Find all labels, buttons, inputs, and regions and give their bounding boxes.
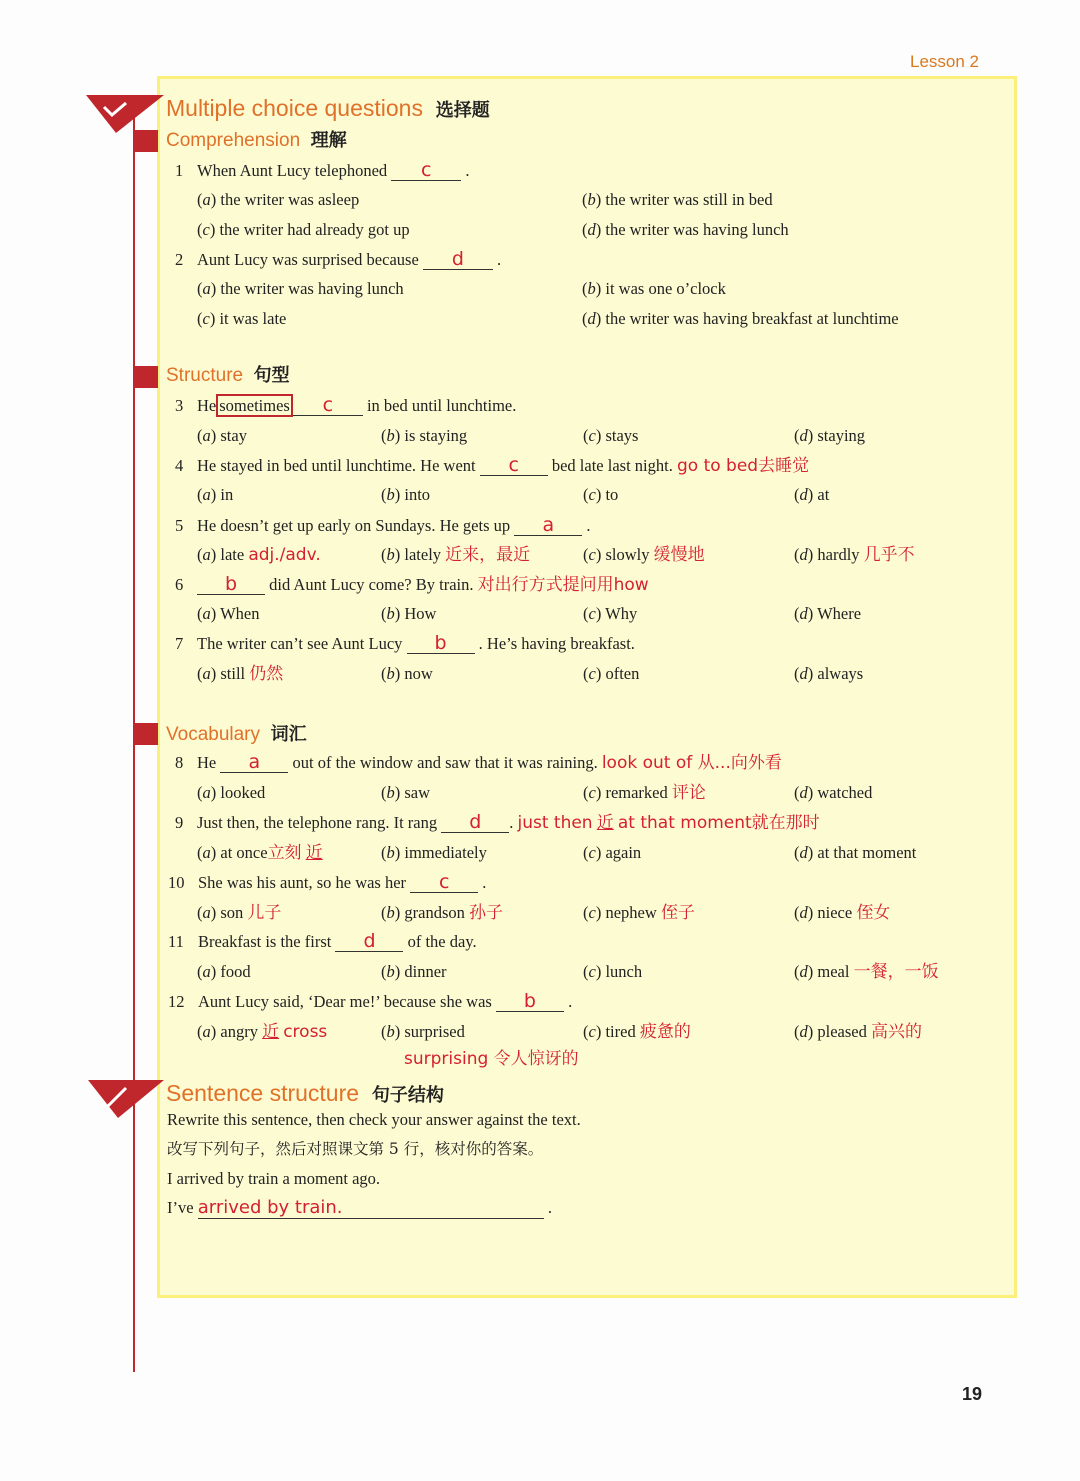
q6-option-c: (c) Why	[583, 604, 638, 623]
q9-option-c: (c) again	[583, 843, 642, 862]
q12-option-d: (d) pleased 高兴的	[794, 1022, 922, 1042]
question-4: 4 He stayed in bed until lunchtime. He went c bed late last night. go to bed去睡觉	[175, 454, 810, 476]
question-11: 11 Breakfast is the first d of the day.	[168, 930, 477, 952]
section-marker-structure	[134, 366, 158, 388]
q2-option-c: (c) it was late	[197, 309, 287, 328]
q5-option-b: (b) lately 近来，最近	[381, 545, 531, 565]
q6-option-a: (a) When	[197, 604, 260, 623]
q8-option-a: (a) looked	[197, 783, 266, 802]
rewrite-line: I’ve arrived by train. .	[167, 1197, 552, 1218]
question-9: 9 Just then, the telephone rang. It rang d . just then 近 at that moment就在那时	[175, 811, 820, 833]
question-6: 6 b did Aunt Lucy come? By train. 对出行方式提问用how	[175, 573, 649, 595]
q6-option-b: (b) How	[381, 604, 437, 623]
q5-option-a: (a) late adj./adv.	[197, 545, 321, 565]
q3-option-d: (d) staying	[794, 426, 866, 445]
q4-option-c: (c) to	[583, 485, 619, 504]
q10-option-b: (b) grandson 孙子	[381, 903, 503, 923]
q7-option-a: (a) still 仍然	[197, 664, 284, 684]
q1-option-c: (c) the writer had already got up	[197, 220, 410, 239]
question-5: 5 He doesn’t get up early on Sundays. He gets up a .	[175, 514, 591, 536]
rewrite-answer: arrived by train.	[198, 1198, 544, 1219]
section-title-mc: Multiple choice questions 选择题	[166, 95, 490, 121]
q7-option-b: (b) now	[381, 664, 433, 683]
q1-option-b: (b) the writer was still in bed	[582, 190, 773, 209]
q8-option-d: (d) watched	[794, 783, 873, 802]
q9-option-b: (b) immediately	[381, 843, 487, 862]
lesson-label: Lesson 2	[910, 52, 979, 71]
instruction-zh: 改写下列句子，然后对照课文第 5 行，核对你的答案。	[167, 1140, 544, 1158]
q11-option-a: (a) food	[197, 962, 251, 981]
question-10: 10 She was his aunt, so he was her c .	[168, 871, 487, 893]
heading-structure: Structure 句型	[166, 365, 290, 386]
q2-option-b: (b) it was one o’clock	[582, 279, 726, 298]
q12-option-a: (a) angry 近 cross	[197, 1022, 328, 1042]
q5-option-c: (c) slowly 缓慢地	[583, 545, 705, 565]
q2-option-d: (d) the writer was having breakfast at lunchtime	[582, 309, 899, 328]
q4-option-d: (d) at	[794, 485, 830, 504]
original-sentence: I arrived by train a moment ago.	[167, 1169, 381, 1188]
q9-option-d: (d) at that moment	[794, 843, 917, 862]
pen-icon	[88, 1080, 164, 1123]
q4-option-b: (b) into	[381, 485, 431, 504]
question-8: 8 He a out of the window and saw that it was raining. look out of 从...向外看	[175, 751, 782, 773]
q10-option-c: (c) nephew 侄子	[583, 903, 695, 923]
q3-option-b: (b) is staying	[381, 426, 468, 445]
q3-option-a: (a) stay	[197, 426, 247, 445]
page-number: 19	[962, 1384, 983, 1404]
q11-option-d: (d) meal 一餐，一饭	[794, 962, 939, 982]
q5-option-d: (d) hardly 几乎不	[794, 545, 915, 565]
q1-option-a: (a) the writer was asleep	[197, 190, 360, 209]
section-title-sentence: Sentence structure 句子结构	[166, 1080, 444, 1106]
q12-option-b: (b) surprised	[381, 1022, 465, 1041]
q4-option-a: (a) in	[197, 485, 234, 504]
section-marker-vocabulary	[134, 723, 158, 745]
section-marker-comprehension	[134, 130, 158, 152]
q4-note: go to bed去睡觉	[676, 456, 810, 476]
q1-option-d: (d) the writer was having lunch	[582, 220, 789, 239]
question-12: 12 Aunt Lucy said, ‘Dear me!’ because she was b .	[168, 990, 573, 1012]
question-1: 1 When Aunt Lucy telephoned c .	[175, 159, 470, 181]
q11-option-c: (c) lunch	[583, 962, 643, 981]
question-2: 2 Aunt Lucy was surprised because d .	[175, 248, 502, 270]
q6-option-d: (d) Where	[794, 604, 862, 623]
heading-vocabulary: Vocabulary 词汇	[166, 724, 307, 745]
q8-option-c: (c) remarked 评论	[583, 783, 706, 803]
heading-comprehension: Comprehension 理解	[166, 130, 347, 151]
q2-option-a: (a) the writer was having lunch	[197, 279, 404, 298]
q6-note: 对出行方式提问用how	[477, 575, 649, 595]
q12-option-b-note: surprising 令人惊讶的	[404, 1049, 579, 1069]
q9-option-a: (a) at once立刻 近	[197, 843, 323, 863]
q7-option-c: (c) often	[583, 664, 640, 683]
q7-option-d: (d) always	[794, 664, 864, 683]
q12-option-c: (c) tired 疲惫的	[583, 1022, 691, 1042]
boxed-word: sometimes	[216, 394, 293, 417]
q10-option-a: (a) son 儿子	[197, 903, 282, 923]
q10-option-d: (d) niece 侄女	[794, 903, 891, 923]
q8-note: look out of 从...向外看	[601, 753, 782, 773]
question-7: 7 The writer can’t see Aunt Lucy b . He’s having breakfast.	[175, 632, 635, 654]
instruction-en: Rewrite this sentence, then check your answer against the text.	[167, 1110, 581, 1129]
q11-option-b: (b) dinner	[381, 962, 447, 981]
q8-option-b: (b) saw	[381, 783, 431, 802]
question-3: 3 He sometimes c in bed until lunchtime.	[175, 394, 517, 416]
q3-option-c: (c) stays	[583, 426, 639, 445]
